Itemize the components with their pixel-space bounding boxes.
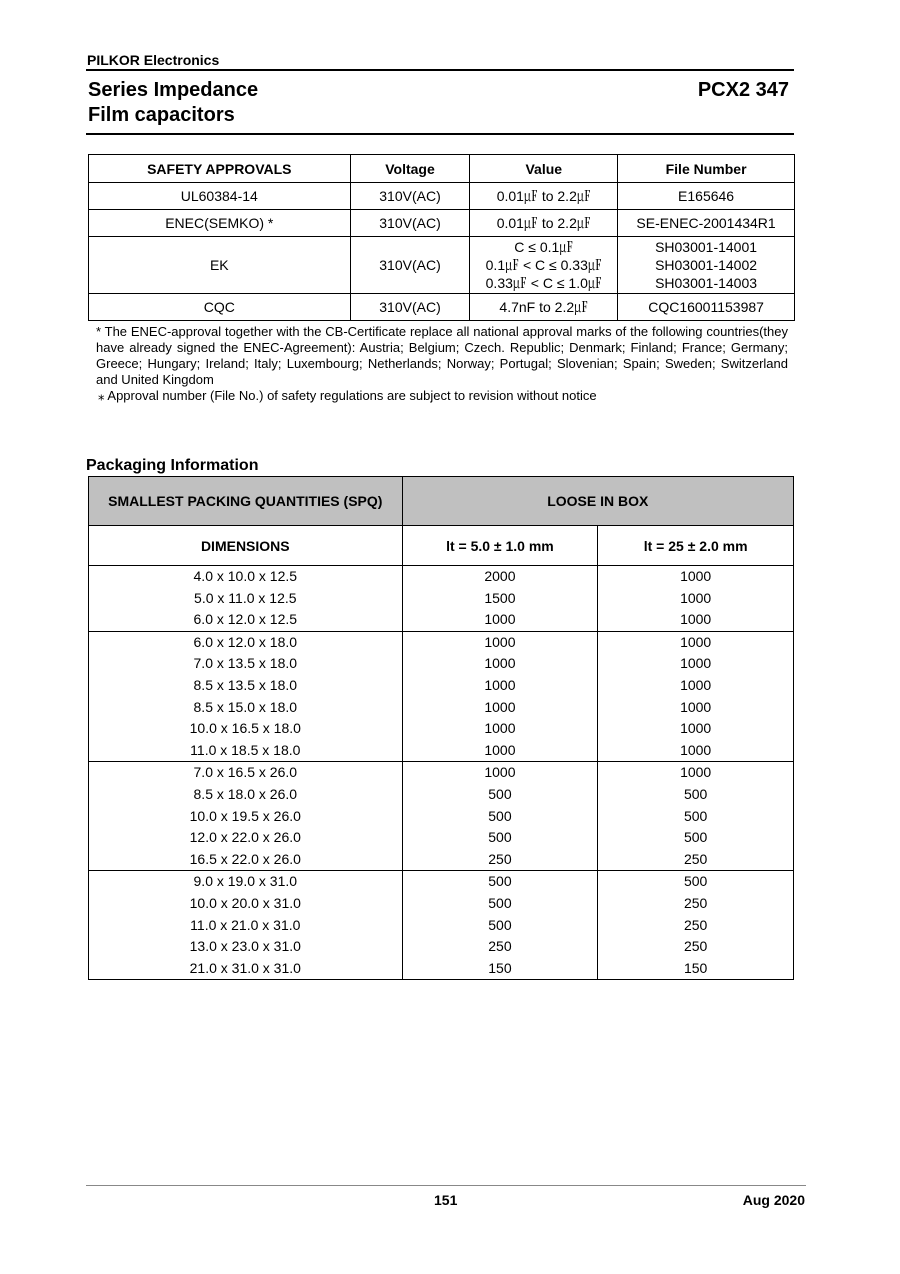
value-cell	[470, 237, 618, 294]
qty-lead-5-cell: 150	[402, 958, 598, 980]
table-row	[89, 718, 794, 740]
enec-footnote: * The ENEC-approval together with the CB-Certificate replace all national approval marks of the following countries(they have already signed the ENEC-Agreement): Austria; Belgium; Czech. Republic; Denmark; Finland; France; Germany; Greece; Hungary; Ireland; Italy; Luxembourg; Netherlands; Norway; Portugal; Slovenian; Spain; Sweden; Switzerland and United Kingdom	[96, 324, 788, 387]
table-row	[89, 936, 794, 958]
table-row	[89, 588, 794, 610]
approval-cell: UL60384-14	[89, 183, 351, 210]
voltage-cell: 310V(AC)	[350, 183, 470, 210]
qty-lead-25-cell: 250	[598, 893, 794, 915]
dimension-cell: 12.0 x 22.0 x 26.0	[89, 827, 403, 849]
packaging-header-row	[89, 477, 794, 526]
table-row	[89, 183, 795, 210]
file-cell: CQC16001153987	[618, 294, 795, 321]
qty-lead-25-cell: 250	[598, 849, 794, 871]
col-header-value: Value	[470, 155, 618, 183]
qty-lead-25-cell: 500	[598, 784, 794, 806]
dimension-cell: 10.0 x 20.0 x 31.0	[89, 893, 403, 915]
page-number: 151	[434, 1192, 458, 1208]
dimension-cell: 11.0 x 18.5 x 18.0	[89, 740, 403, 762]
voltage-cell: 310V(AC)	[350, 210, 470, 237]
dimension-cell: 6.0 x 12.0 x 18.0	[89, 631, 403, 653]
value-line: C ≤ 0.1㎌	[514, 239, 574, 255]
table-row	[89, 762, 794, 784]
revision-date: Aug 2020	[742, 1192, 805, 1208]
qty-lead-5-cell: 500	[402, 893, 598, 915]
qty-lead-25-cell: 1000	[598, 566, 794, 588]
qty-lead-5-cell: 500	[402, 915, 598, 937]
qty-lead-25-cell: 1000	[598, 697, 794, 719]
lead-25-header: lt = 25 ± 2.0 mm	[598, 526, 794, 566]
qty-lead-5-cell: 1000	[402, 740, 598, 762]
qty-lead-25-cell: 1000	[598, 588, 794, 610]
dimension-cell: 8.5 x 15.0 x 18.0	[89, 697, 403, 719]
qty-lead-25-cell: 1000	[598, 740, 794, 762]
qty-lead-5-cell: 2000	[402, 566, 598, 588]
table-row	[89, 784, 794, 806]
table-row	[89, 806, 794, 828]
dimension-cell: 16.5 x 22.0 x 26.0	[89, 849, 403, 871]
approval-footnote: ⁎ Approval number (File No.) of safety regulations are subject to revision without notice	[98, 388, 597, 403]
file-line: SH03001-14003	[655, 275, 758, 291]
file-cell	[618, 237, 795, 294]
dimension-cell: 7.0 x 16.5 x 26.0	[89, 762, 403, 784]
value-line: 0.1㎌ < C ≤ 0.33㎌	[485, 257, 602, 273]
dimension-cell: 21.0 x 31.0 x 31.0	[89, 958, 403, 980]
dimension-cell: 6.0 x 12.0 x 12.5	[89, 609, 403, 631]
qty-lead-25-cell: 250	[598, 936, 794, 958]
file-cell: E165646	[618, 183, 795, 210]
company-name: PILKOR Electronics	[87, 52, 220, 68]
packaging-heading: Packaging Information	[86, 457, 259, 474]
dimension-cell: 5.0 x 11.0 x 12.5	[89, 588, 403, 610]
value-cell: 0.01㎌ to 2.2㎌	[470, 183, 618, 210]
table-row	[89, 675, 794, 697]
file-line: SH03001-14002	[655, 257, 758, 273]
qty-lead-25-cell: 1000	[598, 675, 794, 697]
col-header-voltage: Voltage	[350, 155, 470, 183]
qty-lead-5-cell: 1000	[402, 609, 598, 631]
approval-cell: CQC	[89, 294, 351, 321]
value-line: 0.33㎌ < C ≤ 1.0㎌	[485, 275, 602, 291]
qty-lead-5-cell: 500	[402, 806, 598, 828]
part-number: PCX2 347	[697, 79, 789, 101]
approval-cell: EK	[89, 237, 351, 294]
qty-lead-5-cell: 250	[402, 849, 598, 871]
file-cell: SE-ENEC-2001434R1	[618, 210, 795, 237]
dimension-cell: 9.0 x 19.0 x 31.0	[89, 871, 403, 893]
table-row	[89, 740, 794, 762]
series-subtitle: Film capacitors	[88, 104, 235, 126]
table-row	[89, 653, 794, 675]
safety-header-row	[89, 155, 795, 183]
loose-in-box-header: LOOSE IN BOX	[402, 477, 793, 526]
table-row	[89, 893, 794, 915]
qty-lead-5-cell: 250	[402, 936, 598, 958]
dimension-cell: 11.0 x 21.0 x 31.0	[89, 915, 403, 937]
qty-lead-5-cell: 1000	[402, 631, 598, 653]
table-row	[89, 871, 794, 893]
qty-lead-25-cell: 500	[598, 871, 794, 893]
file-line: SH03001-14001	[655, 239, 758, 255]
table-row	[89, 849, 794, 871]
qty-lead-5-cell: 500	[402, 784, 598, 806]
col-header-approvals: SAFETY APPROVALS	[89, 155, 351, 183]
qty-lead-5-cell: 500	[402, 827, 598, 849]
dimensions-header-row	[89, 526, 794, 566]
qty-lead-5-cell: 500	[402, 871, 598, 893]
approval-cell: ENEC(SEMKO) *	[89, 210, 351, 237]
spq-header: SMALLEST PACKING QUANTITIES (SPQ)	[89, 477, 403, 526]
table-row	[89, 609, 794, 631]
table-row	[89, 294, 795, 321]
packaging-table	[88, 476, 794, 980]
qty-lead-5-cell: 1000	[402, 718, 598, 740]
table-row	[89, 237, 795, 294]
table-row	[89, 566, 794, 588]
dimension-cell: 7.0 x 13.5 x 18.0	[89, 653, 403, 675]
qty-lead-25-cell: 500	[598, 806, 794, 828]
table-row	[89, 210, 795, 237]
header-rule-bottom	[86, 133, 794, 135]
footer-rule	[86, 1185, 806, 1186]
table-row	[89, 631, 794, 653]
series-title: Series Impedance	[88, 79, 259, 101]
qty-lead-25-cell: 250	[598, 915, 794, 937]
table-row	[89, 958, 794, 980]
qty-lead-25-cell: 1000	[598, 762, 794, 784]
qty-lead-25-cell: 1000	[598, 609, 794, 631]
header-rule-top	[86, 69, 794, 71]
dimensions-header: DIMENSIONS	[89, 526, 403, 566]
dimension-cell: 8.5 x 18.0 x 26.0	[89, 784, 403, 806]
dimension-cell: 8.5 x 13.5 x 18.0	[89, 675, 403, 697]
voltage-cell: 310V(AC)	[350, 237, 470, 294]
dimension-cell: 4.0 x 10.0 x 12.5	[89, 566, 403, 588]
table-row	[89, 827, 794, 849]
voltage-cell: 310V(AC)	[350, 294, 470, 321]
qty-lead-25-cell: 500	[598, 827, 794, 849]
qty-lead-5-cell: 1000	[402, 697, 598, 719]
table-row	[89, 915, 794, 937]
qty-lead-5-cell: 1000	[402, 653, 598, 675]
col-header-file-number: File Number	[618, 155, 795, 183]
dimension-cell: 10.0 x 16.5 x 18.0	[89, 718, 403, 740]
qty-lead-25-cell: 1000	[598, 653, 794, 675]
value-cell: 0.01㎌ to 2.2㎌	[470, 210, 618, 237]
qty-lead-5-cell: 1000	[402, 675, 598, 697]
qty-lead-5-cell: 1000	[402, 762, 598, 784]
dimension-cell: 10.0 x 19.5 x 26.0	[89, 806, 403, 828]
qty-lead-5-cell: 1500	[402, 588, 598, 610]
lead-5-header: lt = 5.0 ± 1.0 mm	[402, 526, 598, 566]
qty-lead-25-cell: 1000	[598, 631, 794, 653]
packaging-body	[89, 566, 794, 980]
safety-approvals-table	[88, 154, 795, 321]
qty-lead-25-cell: 1000	[598, 718, 794, 740]
table-row	[89, 697, 794, 719]
qty-lead-25-cell: 150	[598, 958, 794, 980]
dimension-cell: 13.0 x 23.0 x 31.0	[89, 936, 403, 958]
value-cell: 4.7nF to 2.2㎌	[470, 294, 618, 321]
